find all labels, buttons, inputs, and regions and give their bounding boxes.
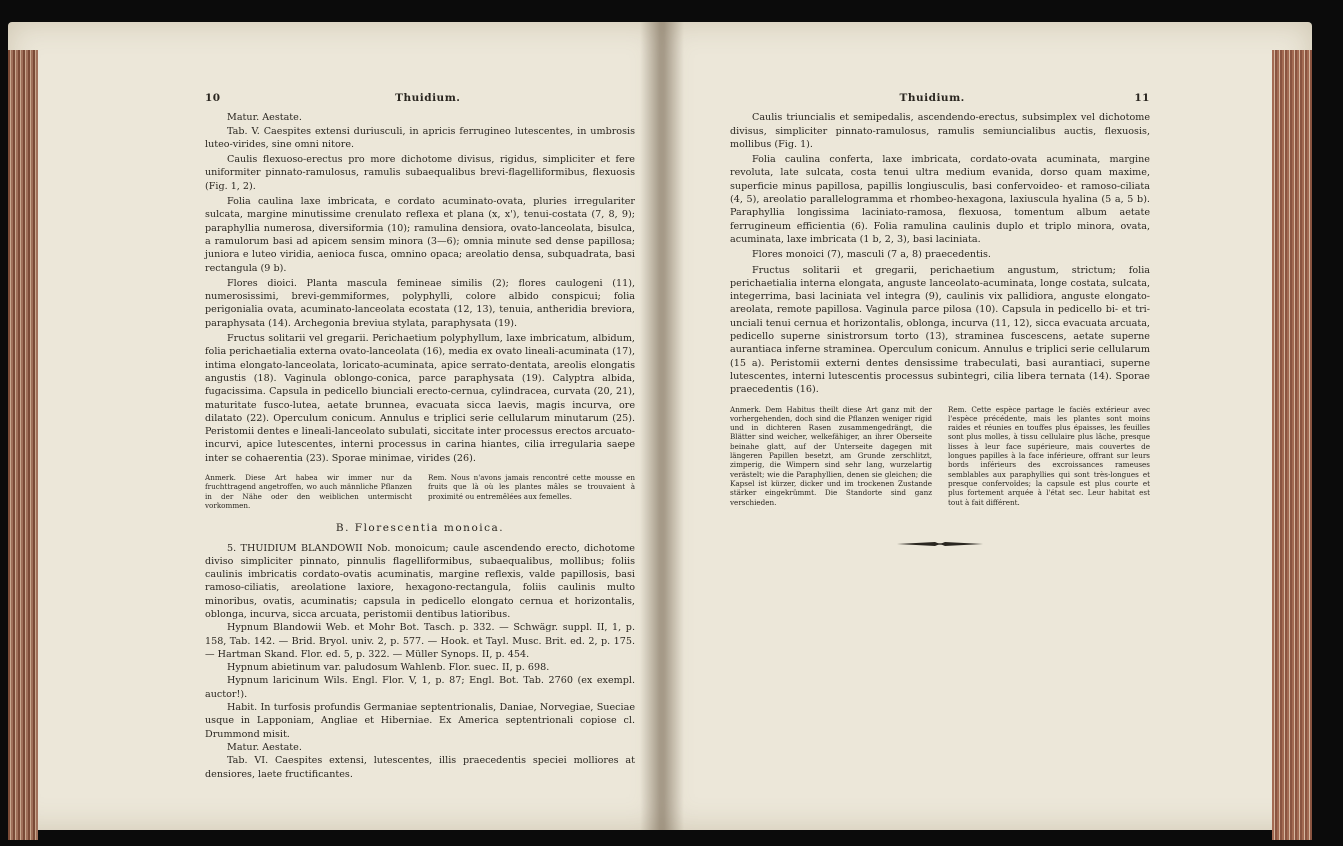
right-text-column — [730, 92, 1150, 553]
left-page-number: 10 — [205, 92, 221, 104]
left-paragraph: Matur. Aestate. — [227, 112, 302, 124]
species-synonymy: Hypnum laricinum Wils. Engl. Flor. V, 1, p. 87; Engl. Bot. Tab. 2760 (ex exempl. auctor!). — [205, 675, 635, 700]
left-paragraph: Folia caulina laxe imbricata, e cordato acuminato-ovata, pluries irregulariter sulcata, margine minutissime crenulato reflexa et plana (x, x'), tenui-costata (7, 8, 9); paraphyllia numerosa, diversiformia (10); ramulina densiora, ovato-lanceolata, bisulca, a ramulorum basi ad apicem sensim minora (3—6); omnia minute sed dense papillosa; juniora e luteo viridia, aenioca fusca, omnino opaca; areolatio densa, subquadrata, basi rectangula (9 b). — [205, 196, 635, 274]
left-notes — [205, 473, 635, 510]
left-text-column — [205, 92, 635, 781]
note-german: Anmerk. Dem Habitus theilt diese Art ganz mit der vorhergehenden, doch sind die Pflanzen weniger rigid und in dichteren Rasen zusammengedrängt, die Blätter sind weicher, welkefähiger, an ihrer Oberseite beinahe glatt, auf der Unterseite dagegen mit längeren Papillen besetzt, am Grunde zerschlitzt, zimperig, die Wimpern sind sehr lang, wurzelartig verästelt; wie die Paraphyllien, denen sie gleichen; die Kapsel ist kürzer, dicker und im trockenen Zustande stärker eingekrümmt. Die Standorte sind ganz verschieden. — [730, 404, 932, 507]
note-french: Rem. Nous n'avons jamais rencontré cette mousse en fruits que là où les plantes mâles se trouvaient à proximité ou entremêlées aux femelles. — [428, 473, 635, 501]
left-paragraph: Flores dioici. Planta mascula femineae similis (2); flores caulogeni (11), numerosissimi, brevi-gemmiformes, polyphylli, colore albido conspicui; folia perigonialia ovata, acuminato-lanceolata ecostata (12, 13), tenuia, antheridia breviora, paraphysata (14). Archegonia breviua stylata, paraphysata (19). — [205, 277, 635, 329]
right-running-head — [730, 92, 1150, 105]
species-diagnosis: 5. THUIDIUM BLANDOWII Nob. monoicum; caule ascendendo erecto, dichotome diviso simpliciter pinnato, pinnulis flagelliformibus, subaequalibus, mollibus; foliis caulinis imbricatis cordato-ovatis acuminatis, margine reflexis, valde papillosis, basi ramoso-ciliatis, areolatione laxiore, hexagono-rectangula, foliis caulinis multo minoribus, ovatis, acuminatis; capsula in pedicello elongato cernua et horizontalis, oblonga, incurva, sicca arcuata, peristomii dentibus latioribus. — [205, 542, 635, 620]
left-running-title: Thuidium. — [395, 92, 461, 104]
left-running-head — [205, 92, 635, 105]
left-paragraph: Caulis flexuoso-erectus pro more dichotome divisus, rigidus, simpliciter et fere uniformiter pinnato-ramulosus, ramulis subaequalibus brevi-flagelliformibus, flexuosis (Fig. 1, 2). — [205, 154, 635, 192]
right-running-title: Thuidium. — [899, 92, 965, 104]
right-paragraph: Flores monoici (7), masculi (7 a, 8) praecedentis. — [752, 249, 991, 261]
species-synonymy: Hypnum Blandowii Web. et Mohr Bot. Tasch. p. 332. — Schwägr. suppl. II, 1, p. 158, Tab. 142. — Brid. Bryol. univ. 2, p. 577. — Hook. et Tayl. Musc. Brit. ed. 2, p. 175. — Hartman Skand. Flor. ed. 5, p. 322. — Müller Synops. II, p. 454. — [205, 622, 635, 660]
right-paragraph: Fructus solitarii et gregarii, perichaetium angustum, strictum; folia perichaetialia interna elongata, anguste lanceolato-acuminata, longe costata, sulcata, integerrima, basi laciniata vel integra (9), caulinis vix pallidiora, anguste elongato-areolata, remote papillosa. Vaginula parce pilosa (10). Capsula in pedicello bi- et tri-unciali tenui cernua et horizontalis, oblonga, incurva (11, 12), sicca evacuata arcuata, pedicello superne sinistrorsum torto (13), straminea fuscescens, aetate superne aurantiaca inferne straminea. Operculum conicum. Annulus e triplici serie cellularum (15 a). Peristomii externi dentes densissime trabeculati, basi aurantiaci, superne lutescentes, interni lutescentis processus subintegri, cilia libera ternata (14). Sporae praecedentis (16). — [730, 264, 1150, 396]
left-paragraph: Fructus solitarii vel gregarii. Perichaetium polyphyllum, laxe imbricatum, albidum, folia perichaetialia externa ovato-lanceolata (16), media ex ovato lineali-acuminata (17), intima elongato-lanceolata, loricato-acuminata, apice serrato-dentata, areolis elongatis angustis (18). Vaginula oblongo-conica, parce paraphysata (19). Calyptra albida, fugacissima. Capsula in pedicello biunciali erecto-cernua, cylindracea, curvata (20, 21), maturitate fusco-lutea, aetate brunnea, evacuata sicca laevis, magis incurva, ore dilatato (22). Operculum conicum. Annulus e triplici serie cellularum minutarum (25). Peristomii dentes e lineali-lanceolato subulati, siccitate inter processus erectos arcuato-incurvi, apice lutescentes, interni processus in carina hiantes, cilia irregularia saepe inter se cohaerentia (23). Sporae minimae, virides (26). — [205, 333, 635, 464]
right-page-edge — [1272, 50, 1312, 840]
species-maturity: Matur. Aestate. — [227, 741, 302, 753]
species-habitat: Habit. In turfosis profundis Germaniae septentrionalis, Daniae, Norvegiae, Sueciae usque in Lapponiam, Angliae et Hiberniae. Ex America septentrionali copiose cl. Drummond misit. — [205, 702, 635, 740]
right-paragraph: Caulis triuncialis et semipedalis, ascendendo-erectus, subsimplex vel dichotome divisus, simpliciter pinnato-ramulosus, ramulis semiuncialibus auctis, flexuosis, mollibus (Fig. 1). — [730, 112, 1150, 150]
species-synonymy: Hypnum abietinum var. paludosum Wahlenb. Flor. suec. II, p. 698. — [227, 662, 550, 674]
right-paragraph: Folia caulina conferta, laxe imbricata, cordato-ovata acuminata, margine revoluta, late sulcata, costa tenui ultra medium evanida, dorso quam maxime, superficie minus papillosa, papillis longiusculis, basi confervoideo- et ramoso-ciliata (4, 5), areolatio parallelogramma et rhombeo-hexagona, laxiuscula hyalina (5 a, 5 b). Paraphyllia longissima laciniato-ramosa, flexuosa, tomentum album aetate ferrugineum efficientia (6). Folia ramulina caulinis duplo et triplo minora, ovata, acuminata, laxe imbricata (1 b, 2, 3), basi laciniata. — [730, 154, 1150, 245]
ornament-rule — [730, 539, 1150, 553]
section-title: B. Florescentia monoica. — [335, 522, 505, 535]
note-french: Rem. Cette espèce partage le faciès extérieur avec l'espèce précédente, mais les plantes sont moins raides et réunies en touffes plus épaisses, les feuilles sont plus molles, à tissu cellulaire plus lâche, presque lisses à leur face supérieure, mais couvertes de longues papilles à la face inférieure, offrant sur leurs bords inférieurs des excroissances rameuses semblables aux paraphyllies qui sont très-longues et presque confervoïdes; la capsule est plus courte et plus fortement arquée à l'état sec. Leur habitat est tout à fait différent. — [948, 404, 1150, 507]
left-paragraph: Tab. V. Caespites extensi duriusculi, in apricis ferrugineo lutescentes, in umbrosis luteo-virides, sine omni nitore. — [205, 125, 635, 150]
right-notes — [730, 405, 1150, 507]
right-page-number: 11 — [1134, 92, 1150, 104]
species-plate: Tab. VI. Caespites extensi, lutescentes, illis praecedentis speciei molliores at densiores, laete fructificantes. — [205, 755, 635, 780]
left-page-edge — [8, 50, 38, 840]
note-german: Anmerk. Diese Art habea wir immer nur da fruchttragend angetroffen, wo auch männliche Pflanzen in der Nähe oder den weiblichen untermischt vorkommen. — [205, 473, 412, 510]
book-gutter — [640, 22, 684, 830]
